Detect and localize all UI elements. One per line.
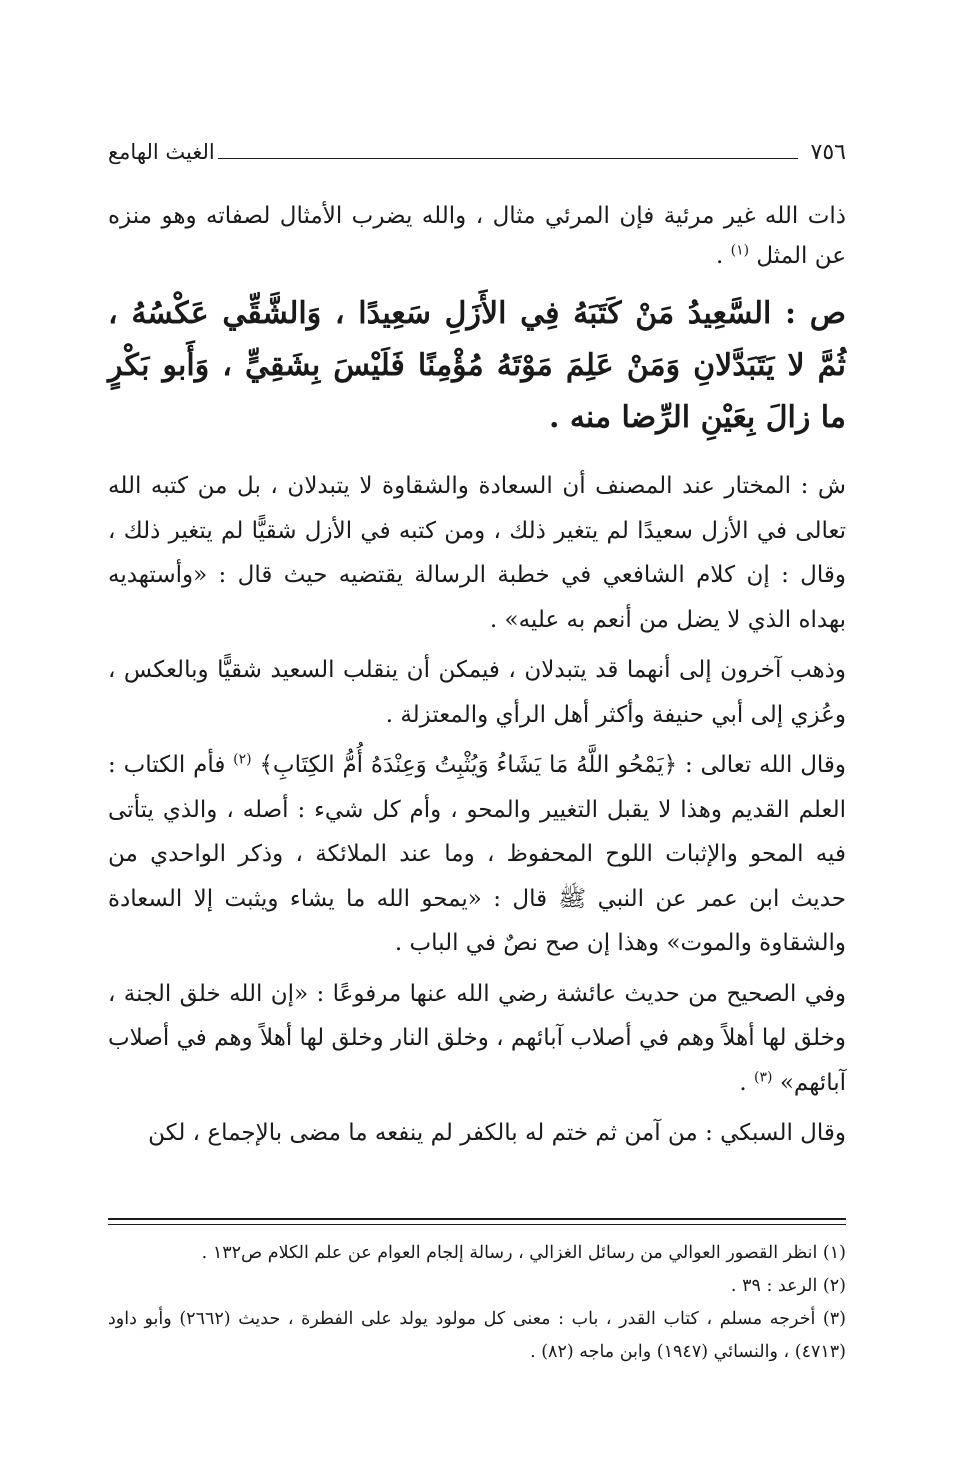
intro-end: . (715, 243, 731, 269)
footnote-3: (٣) أخرجه مسلم ، كتاب القدر ، باب : معنى كل مولود يولد على الفطرة ، حديث (٢٦٦٢) وأبو داود (٤٧١٣) ، والنسائي (١٩٤٧) وابن ماجه (٨٢) . (108, 1309, 846, 1362)
matn-paragraph: ص : السَّعِيدُ مَنْ كَتَبَهُ فِي الأَزَلِ سَعِيدًا ، وَالشَّقِّي عَكْسُهُ ، ثُمَّ لا يَتَبَدَّلانِ وَمَنْ عَلِمَ مَوْتَهُ مُؤْمِنًا فَلَيْسَ بِشَقِيٍّ ، وَأَبو بَكْرٍ ما زالَ بِعَيْنِ الرِّضا منه . (108, 296, 846, 435)
intro-text: ذات الله غير مرئية فإن المرئي مثال ، والله يضرب الأمثال لصفاته وهو منزه عن المثل (108, 203, 846, 269)
footnote-divider-thick (108, 1218, 846, 1220)
sharh-paragraph-3-rest: فأم الكتاب : العلم القديم وهذا لا يقبل التغيير والمحو ، وأم كل شيء : أصله ، والذي يتأتى فيه المحو والإثبات اللوح المحفوظ ، وما عند الملائكة ، وذكر الواحدي من حديث ابن عمر عن النبي ﷺ قال : «يمحو الله ما يشاء ويثبت إلا السعادة والشقاوة والموت» وهذا إن صح نصٌ في الباب . (108, 752, 846, 956)
footnote-ref-1[interactable]: (١) (730, 242, 750, 259)
sharh-paragraph-3 (108, 743, 846, 966)
main-text (108, 196, 846, 1156)
header-rule (218, 158, 798, 159)
intro-paragraph (108, 196, 846, 276)
footnotes (108, 1237, 846, 1369)
footnote-ref-2[interactable]: (٢) (233, 751, 252, 768)
sharh-paragraph-4 (108, 972, 846, 1106)
hadith-text: وفي الصحيح من حديث عائشة رضي الله عنها مرفوعًا : «إن الله خلق الجنة ، وخلق لها أهلاً وهم في أصلاب آبائهم ، وخلق النار وخلق لها أهلاً وهم في أصلاب آبائهم» (108, 980, 846, 1096)
sharh-paragraph-5: وقال السبكي : من آمن ثم ختم له بالكفر لم ينفعه ما مضى بالإجماع ، لكن (148, 1120, 846, 1146)
footnote-divider-thin (108, 1224, 846, 1225)
book-title: الغيث الهامع (108, 140, 215, 164)
quran-quote: وقال الله تعالى : ﴿يَمْحُو اللَّهُ مَا يَشَاءُ وَيُثْبِتُ وَعِنْدَهُ أُمُّ الكِتَابِ﴾ (259, 752, 847, 778)
sharh-paragraph-2: وذهب آخرون إلى أنهما قد يتبدلان ، فيمكن أن ينقلب السعيد شقيًّا وبالعكس ، وعُزي إلى أبي حنيفة وأكثر أهل الرأي والمعتزلة . (108, 657, 846, 728)
footnote-2: (٢) الرعد : ٣٩ . (730, 1276, 846, 1296)
sharh-paragraph-1: ش : المختار عند المصنف أن السعادة والشقاوة لا يتبدلان ، بل من كتبه الله تعالى في الأزل سعيدًا لم يتغير ذلك ، ومن كتبه في الأزل شقيًّا لم يتغير ذلك ، وقال : إن كلام الشافعي في خطبة الرسالة يقتضيه حيث قال : «وأستهديه بهداه الذي لا يضل من أنعم به عليه» . (108, 473, 846, 633)
book-page (108, 0, 846, 1477)
footnote-1: (١) انظر القصور العوالي من رسائل الغزالي ، رسالة إلجام العوام عن علم الكلام ص١٣٢ . (201, 1243, 846, 1263)
page-number: ٧٥٦ (810, 140, 846, 165)
sharh-paragraph-4-end: . (739, 1069, 755, 1096)
footnote-ref-3[interactable]: (٣) (754, 1068, 773, 1085)
running-header (108, 140, 846, 180)
